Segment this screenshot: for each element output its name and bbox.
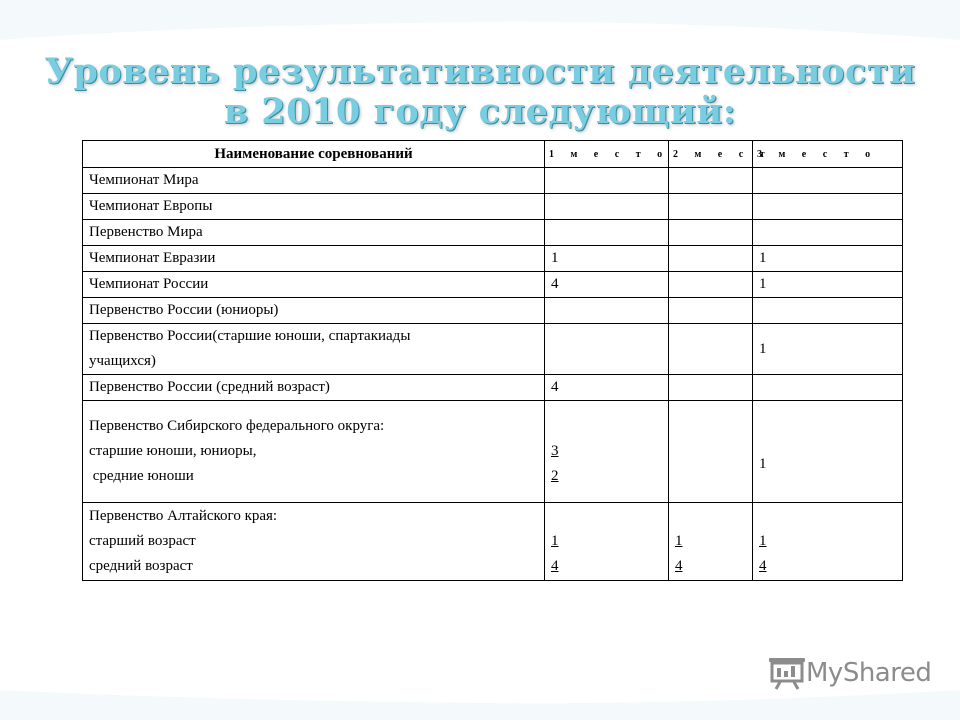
first-place-middle: 4 [551, 558, 559, 574]
table-row [83, 298, 903, 324]
table-row [83, 194, 903, 220]
third-place-count [753, 220, 903, 246]
competition-name-line: Первенство Сибирского федерального округа: [89, 418, 385, 434]
third-place-count [753, 194, 903, 220]
second-place-count [669, 298, 753, 324]
third-place-count: 1 [753, 272, 903, 298]
second-place-senior: 1 [675, 533, 683, 549]
first-place-junior: 2 [551, 468, 559, 484]
second-place-count [669, 375, 753, 401]
competition-name-line: Первенство России(старшие юноши, спартакиады [89, 328, 411, 344]
table-header-row [83, 141, 903, 168]
projector-screen-icon [768, 656, 806, 690]
header-competition-name: Наименование соревнований [83, 141, 545, 168]
second-place-count [669, 246, 753, 272]
competition-name [83, 324, 545, 375]
results-table [82, 140, 903, 581]
header-third-place: 3 м е с т о [753, 141, 903, 168]
competition-name: Первенство России (средний возраст) [83, 375, 545, 401]
first-place-count [545, 220, 669, 246]
second-place-count [669, 503, 753, 581]
first-place-count [545, 298, 669, 324]
third-place-middle: 4 [759, 558, 767, 574]
competition-name-line: старшие юноши, юниоры, [89, 443, 257, 459]
third-place-count: 1 [753, 246, 903, 272]
third-place-count [753, 375, 903, 401]
title-line-2: в 2010 году следующий: [223, 91, 737, 132]
second-place-count [669, 194, 753, 220]
first-place-count: 4 [545, 375, 669, 401]
third-place-count: 1 [753, 324, 903, 375]
table-row [83, 375, 903, 401]
first-place-count [545, 401, 669, 503]
second-place-count [669, 401, 753, 503]
third-place-count [753, 298, 903, 324]
second-place-count [669, 324, 753, 375]
competition-name-line: учащихся) [89, 353, 156, 369]
first-place-count [545, 324, 669, 375]
first-place-count: 1 [545, 246, 669, 272]
competition-name-line: Первенство Алтайского края: [89, 508, 278, 524]
table-row [83, 272, 903, 298]
competition-name-line: старший возраст [89, 533, 196, 549]
table-row [83, 168, 903, 194]
competition-name [83, 401, 545, 503]
first-place-count [545, 168, 669, 194]
table-row [83, 220, 903, 246]
table-row [83, 324, 903, 375]
competition-name [83, 503, 545, 581]
header-first-place: 1 м е с т о [545, 141, 669, 168]
competition-name: Первенство России (юниоры) [83, 298, 545, 324]
competition-name: Чемпионат Мира [83, 168, 545, 194]
header-second-place: 2 м е с т [669, 141, 753, 168]
table-row [83, 401, 903, 503]
page-title [30, 52, 930, 132]
first-place-count [545, 194, 669, 220]
second-place-count [669, 220, 753, 246]
third-place-senior: 1 [759, 533, 767, 549]
competition-name-line: средние юноши [89, 468, 194, 484]
third-place-count [753, 168, 903, 194]
logo-text: MyShared [806, 658, 932, 688]
second-place-count [669, 272, 753, 298]
myshared-logo[interactable] [768, 656, 931, 690]
table-row [83, 246, 903, 272]
second-place-middle: 4 [675, 558, 683, 574]
third-place-count [753, 401, 903, 503]
competition-name: Чемпионат Европы [83, 194, 545, 220]
first-place-count [545, 503, 669, 581]
third-place-count [753, 503, 903, 581]
third-place-value: 1 [759, 455, 767, 472]
competition-name: Чемпионат России [83, 272, 545, 298]
competition-name: Чемпионат Евразии [83, 246, 545, 272]
competition-name-line: средний возраст [89, 558, 193, 574]
first-place-count: 4 [545, 272, 669, 298]
title-line-1: Уровень результативности деятельности [44, 51, 916, 92]
table-row [83, 503, 903, 581]
first-place-senior: 3 [551, 443, 559, 459]
second-place-count [669, 168, 753, 194]
first-place-senior: 1 [551, 533, 559, 549]
competition-name: Первенство Мира [83, 220, 545, 246]
